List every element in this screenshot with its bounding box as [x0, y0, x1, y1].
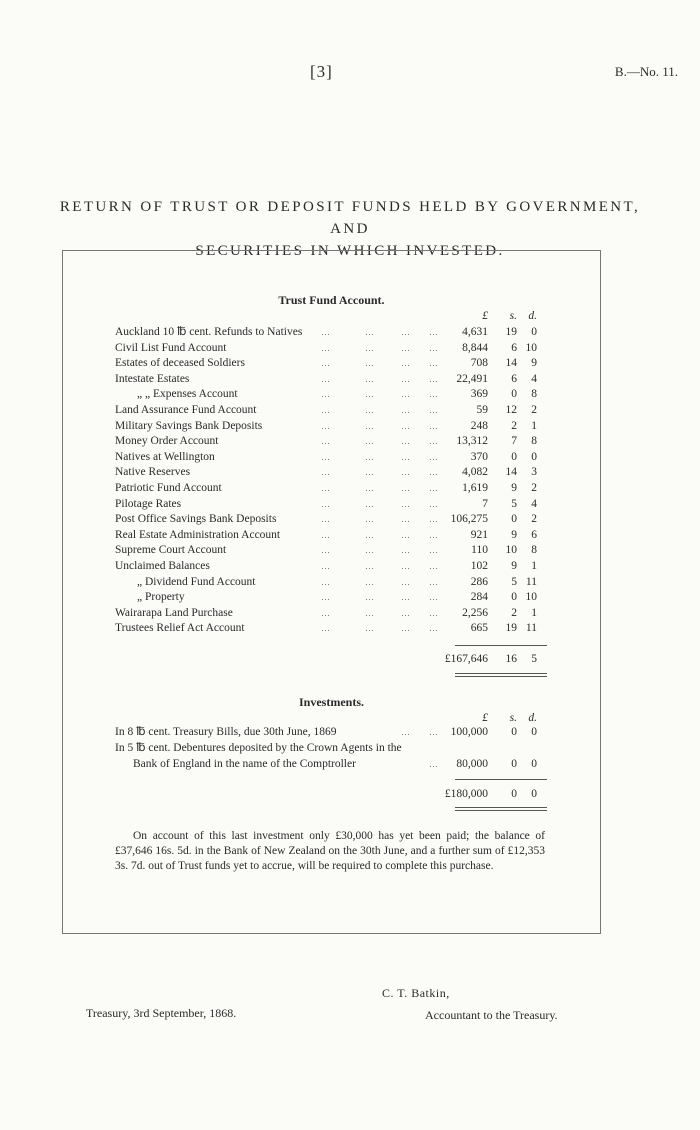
leader-dots: … — [429, 727, 438, 737]
trust-fund-heading: Trust Fund Account. — [278, 293, 385, 307]
leader-dots: … — [401, 373, 410, 384]
trust-fund-row — [63, 481, 600, 496]
trust-fund-label: Native Reserves — [115, 466, 191, 479]
trust-fund-label: Civil List Fund Account — [115, 341, 227, 354]
trust-fund-shillings: 14 — [505, 466, 517, 479]
leader-dots: … — [321, 545, 330, 556]
trust-fund-shillings: 9 — [511, 528, 517, 541]
trust-fund-shillings: 0 — [511, 591, 517, 604]
trust-fund-row — [63, 559, 600, 574]
leader-dots: … — [321, 327, 330, 337]
trust-fund-row — [63, 387, 600, 402]
leader-dots: … — [401, 420, 410, 431]
leader-dots: … — [321, 592, 330, 603]
trust-fund-shillings: 2 — [511, 419, 517, 432]
trust-fund-pounds: 106,275 — [450, 513, 488, 526]
pence-header: d. — [528, 310, 537, 322]
trust-fund-pounds: 1,619 — [462, 482, 488, 494]
leader-dots: … — [429, 483, 438, 493]
trust-fund-label: Pilotage Rates — [115, 497, 182, 510]
leader-dots: … — [365, 545, 374, 556]
return-table-box — [62, 250, 601, 934]
trust-fund-pounds: 665 — [470, 622, 488, 635]
leader-dots: … — [429, 498, 438, 509]
leader-dots: … — [401, 514, 410, 525]
trust-fund-pounds: 102 — [470, 560, 488, 572]
document-reference: B.—No. 11. — [614, 64, 678, 79]
trust-fund-pence: 2 — [531, 482, 537, 494]
trust-fund-shillings: 5 — [511, 575, 517, 588]
leader-dots: … — [401, 436, 410, 447]
trust-fund-row — [63, 590, 600, 605]
leader-dots: … — [365, 623, 374, 634]
leader-dots: … — [365, 451, 374, 462]
investment-pence: 0 — [531, 758, 537, 770]
investment-pounds: 100,000 — [450, 726, 488, 738]
investment-total-pounds: £180,000 — [444, 788, 488, 800]
trust-fund-row — [63, 403, 600, 418]
leader-dots: … — [429, 592, 438, 603]
leader-dots: … — [401, 483, 410, 493]
leader-dots: … — [365, 373, 374, 384]
trust-fund-shillings: 10 — [505, 544, 517, 557]
investment-label: In 5 ℔ cent. Debentures deposited by the Crown Agents in the — [115, 742, 402, 754]
trust-fund-pounds: 284 — [470, 591, 488, 604]
leader-dots: … — [321, 342, 330, 353]
title-line-2: SECURITIES IN WHICH INVESTED. — [195, 243, 505, 259]
trust-fund-label: Estates of deceased Soldiers — [115, 357, 245, 370]
leader-dots: … — [429, 529, 438, 540]
leader-dots: … — [401, 327, 410, 337]
trust-fund-pence: 6 — [531, 528, 537, 541]
leader-dots: … — [429, 405, 438, 415]
leader-dots: … — [365, 389, 374, 400]
trust-fund-pence: 8 — [531, 435, 537, 448]
leader-dots: … — [429, 759, 438, 769]
trust-fund-row — [63, 434, 600, 449]
trust-column-headers — [63, 309, 600, 324]
trust-fund-label: Supreme Court Account — [115, 544, 227, 557]
leader-dots: … — [365, 514, 374, 525]
trust-fund-pounds: 59 — [476, 404, 488, 416]
leader-dots: … — [401, 498, 410, 509]
leader-dots: … — [429, 420, 438, 431]
leader-dots: … — [321, 514, 330, 525]
trust-fund-pounds: 370 — [470, 450, 488, 463]
trust-fund-label: Trustees Relief Act Account — [115, 622, 245, 635]
trust-fund-row — [63, 372, 600, 387]
trust-fund-row — [63, 419, 600, 434]
trust-fund-shillings: 6 — [511, 372, 517, 385]
leader-dots: … — [429, 342, 438, 353]
trust-fund-pounds: 286 — [470, 575, 488, 588]
leader-dots: … — [365, 592, 374, 603]
trust-total-pounds: £167,646 — [444, 653, 488, 665]
trust-fund-label: Real Estate Administration Account — [115, 528, 281, 541]
leader-dots: … — [429, 373, 438, 384]
trust-fund-pounds: 2,256 — [462, 606, 488, 619]
leader-dots: … — [321, 561, 330, 571]
trust-fund-pounds: 7 — [482, 497, 488, 510]
investment-pence: 0 — [531, 726, 537, 738]
trust-fund-pounds: 4,082 — [462, 466, 488, 479]
trust-fund-shillings: 14 — [505, 357, 517, 370]
leader-dots: … — [401, 561, 410, 571]
investment-total-double-rule — [455, 810, 547, 811]
trust-fund-row — [63, 497, 600, 512]
investment-total-row — [63, 787, 600, 802]
trust-fund-label: Land Assurance Fund Account — [115, 404, 257, 416]
trust-fund-shillings: 0 — [511, 513, 517, 526]
leader-dots: … — [429, 561, 438, 571]
investments-column-headers — [63, 711, 600, 726]
leader-dots: … — [365, 483, 374, 493]
trust-total-row — [63, 652, 600, 667]
leader-dots: … — [401, 342, 410, 353]
trust-fund-row — [63, 528, 600, 543]
trust-fund-label: Intestate Estates — [115, 372, 190, 385]
leader-dots: … — [429, 607, 438, 618]
leader-dots: … — [321, 451, 330, 462]
trust-fund-label: „ „ Expenses Account — [137, 388, 238, 401]
leader-dots: … — [429, 467, 438, 478]
leader-dots: … — [429, 623, 438, 634]
date-line: Treasury, 3rd September, 1868. — [86, 1006, 237, 1020]
leader-dots: … — [321, 358, 330, 369]
trust-fund-label: Military Savings Bank Deposits — [115, 419, 263, 432]
trust-fund-row — [63, 450, 600, 465]
trust-fund-pounds: 4,631 — [462, 326, 488, 338]
shillings-header: s. — [509, 310, 517, 322]
trust-fund-row — [63, 356, 600, 371]
leader-dots: … — [429, 576, 438, 587]
trust-fund-row — [63, 621, 600, 636]
investment-row-line-1 — [63, 741, 600, 756]
trust-fund-pounds: 110 — [471, 544, 488, 557]
trust-fund-pence: 8 — [531, 388, 537, 401]
investment-note: On account of this last investment only £30,000 has yet been paid; the balance of £37,646 16s. 5d. in the Bank of New Zealand on the 30th June, and a further sum of £12,353 3s. 7d. out of Trust funds yet to accrue, will be required to complete this purchase. — [115, 830, 545, 872]
trust-fund-row — [63, 465, 600, 480]
trust-fund-shillings: 5 — [511, 497, 517, 510]
trust-fund-row — [63, 325, 600, 340]
trust-fund-label: Patriotic Fund Account — [115, 482, 222, 494]
leader-dots: … — [321, 373, 330, 384]
trust-fund-shillings: 9 — [511, 482, 517, 494]
trust-fund-pounds: 369 — [470, 388, 488, 401]
trust-fund-shillings: 19 — [505, 622, 517, 635]
trust-fund-shillings: 9 — [511, 560, 517, 572]
leader-dots: … — [401, 358, 410, 369]
investment-shillings: 0 — [511, 726, 517, 738]
trust-fund-shillings: 6 — [511, 341, 517, 354]
leader-dots: … — [365, 561, 374, 571]
trust-fund-pounds: 22,491 — [456, 372, 488, 385]
leader-dots: … — [401, 576, 410, 587]
leader-dots: … — [365, 467, 374, 478]
trust-fund-pence: 4 — [531, 372, 537, 385]
trust-total-rule — [455, 673, 547, 674]
trust-fund-shillings: 2 — [511, 606, 517, 619]
trust-fund-pence: 0 — [531, 326, 537, 338]
leader-dots: … — [429, 514, 438, 525]
leader-dots: … — [365, 405, 374, 415]
investment-subtotal-rule — [455, 779, 547, 780]
leader-dots: … — [365, 607, 374, 618]
leader-dots: … — [321, 467, 330, 478]
investment-row — [63, 757, 600, 772]
leader-dots: … — [401, 592, 410, 603]
leader-dots: … — [365, 529, 374, 540]
trust-fund-shillings: 0 — [511, 450, 517, 463]
leader-dots: … — [401, 529, 410, 540]
trust-fund-pence: 11 — [525, 575, 537, 588]
leader-dots: … — [401, 545, 410, 556]
trust-fund-shillings: 7 — [511, 435, 517, 448]
trust-fund-label: Unclaimed Balances — [115, 560, 210, 572]
investments-heading: Investments. — [299, 695, 364, 709]
trust-fund-row — [63, 606, 600, 621]
leader-dots: … — [401, 467, 410, 478]
trust-fund-pence: 0 — [531, 450, 537, 463]
signatory-title: Accountant to the Treasury. — [425, 1008, 558, 1022]
leader-dots: … — [321, 576, 330, 587]
trust-fund-label: „ Dividend Fund Account — [137, 575, 256, 588]
inv-pounds-header: £ — [482, 712, 488, 724]
leader-dots: … — [429, 436, 438, 447]
trust-subtotal-rule — [455, 645, 547, 646]
investment-label: In 8 ℔ cent. Treasury Bills, due 30th June, 1869 — [115, 726, 337, 738]
trust-fund-pence: 9 — [531, 357, 537, 370]
trust-fund-row — [63, 512, 600, 527]
leader-dots: … — [321, 405, 330, 415]
leader-dots: … — [365, 420, 374, 431]
inv-pence-header: d. — [528, 712, 537, 724]
trust-fund-pounds: 708 — [470, 357, 488, 370]
trust-fund-pounds: 13,312 — [456, 435, 488, 448]
trust-fund-label: Wairarapa Land Purchase — [115, 606, 233, 619]
investment-total-shillings: 0 — [511, 788, 517, 800]
trust-fund-label: „ Property — [137, 591, 185, 604]
leader-dots: … — [401, 405, 410, 415]
trust-fund-pounds: 921 — [470, 528, 488, 541]
investment-total-pence: 0 — [531, 788, 537, 800]
trust-fund-pence: 1 — [531, 560, 537, 572]
leader-dots: … — [429, 545, 438, 556]
trust-total-pence: 5 — [531, 653, 537, 665]
leader-dots: … — [429, 451, 438, 462]
trust-fund-pence: 4 — [531, 497, 537, 510]
title-line-1: RETURN OF TRUST OR DEPOSIT FUNDS HELD BY GOVERNMENT, AND — [59, 199, 641, 237]
investment-shillings: 0 — [511, 758, 517, 770]
leader-dots: … — [321, 420, 330, 431]
investment-row — [63, 725, 600, 740]
trust-fund-label: Post Office Savings Bank Deposits — [115, 513, 277, 526]
leader-dots: … — [429, 358, 438, 369]
trust-fund-row — [63, 575, 600, 590]
inv-shillings-header: s. — [509, 712, 517, 724]
pounds-header: £ — [482, 310, 488, 322]
trust-fund-row — [63, 341, 600, 356]
trust-total-double-rule — [455, 676, 547, 677]
leader-dots: … — [365, 358, 374, 369]
leader-dots: … — [401, 623, 410, 634]
trust-total-shillings: 16 — [505, 653, 517, 665]
trust-fund-label: Money Order Account — [115, 435, 219, 448]
trust-fund-pence: 10 — [525, 341, 537, 354]
trust-fund-pence: 3 — [531, 466, 537, 479]
investment-pounds: 80,000 — [456, 758, 488, 770]
trust-fund-pence: 10 — [525, 591, 537, 604]
leader-dots: … — [321, 623, 330, 634]
leader-dots: … — [401, 607, 410, 618]
leader-dots: … — [321, 436, 330, 447]
investment-total-rule — [455, 807, 547, 808]
page-number: [3] — [310, 62, 333, 81]
leader-dots: … — [401, 389, 410, 400]
trust-fund-pounds: 8,844 — [462, 341, 488, 354]
trust-fund-row — [63, 543, 600, 558]
trust-fund-shillings: 19 — [505, 326, 517, 338]
trust-fund-label: Natives at Wellington — [115, 450, 215, 463]
trust-fund-pence: 2 — [531, 513, 537, 526]
leader-dots: … — [365, 576, 374, 587]
trust-fund-pence: 8 — [531, 544, 537, 557]
trust-fund-label: Auckland 10 ℔ cent. Refunds to Natives — [115, 326, 303, 338]
trust-fund-pounds: 248 — [470, 419, 488, 432]
trust-fund-pence: 2 — [531, 404, 537, 416]
leader-dots: … — [365, 436, 374, 447]
signature: C. T. Batkin, — [382, 986, 450, 1000]
leader-dots: … — [321, 389, 330, 400]
leader-dots: … — [321, 529, 330, 540]
leader-dots: … — [365, 342, 374, 353]
trust-fund-pence: 11 — [525, 622, 537, 635]
trust-fund-pence: 1 — [531, 419, 537, 432]
trust-fund-shillings: 0 — [511, 388, 517, 401]
investment-label: Bank of England in the name of the Comptroller — [133, 758, 356, 770]
leader-dots: … — [321, 483, 330, 493]
leader-dots: … — [321, 498, 330, 509]
leader-dots: … — [429, 327, 438, 337]
leader-dots: … — [401, 451, 410, 462]
trust-fund-pence: 1 — [531, 606, 537, 619]
trust-fund-shillings: 12 — [505, 404, 517, 416]
leader-dots: … — [429, 389, 438, 400]
leader-dots: … — [365, 327, 374, 337]
leader-dots: … — [401, 727, 410, 737]
leader-dots: … — [365, 498, 374, 509]
leader-dots: … — [321, 607, 330, 618]
